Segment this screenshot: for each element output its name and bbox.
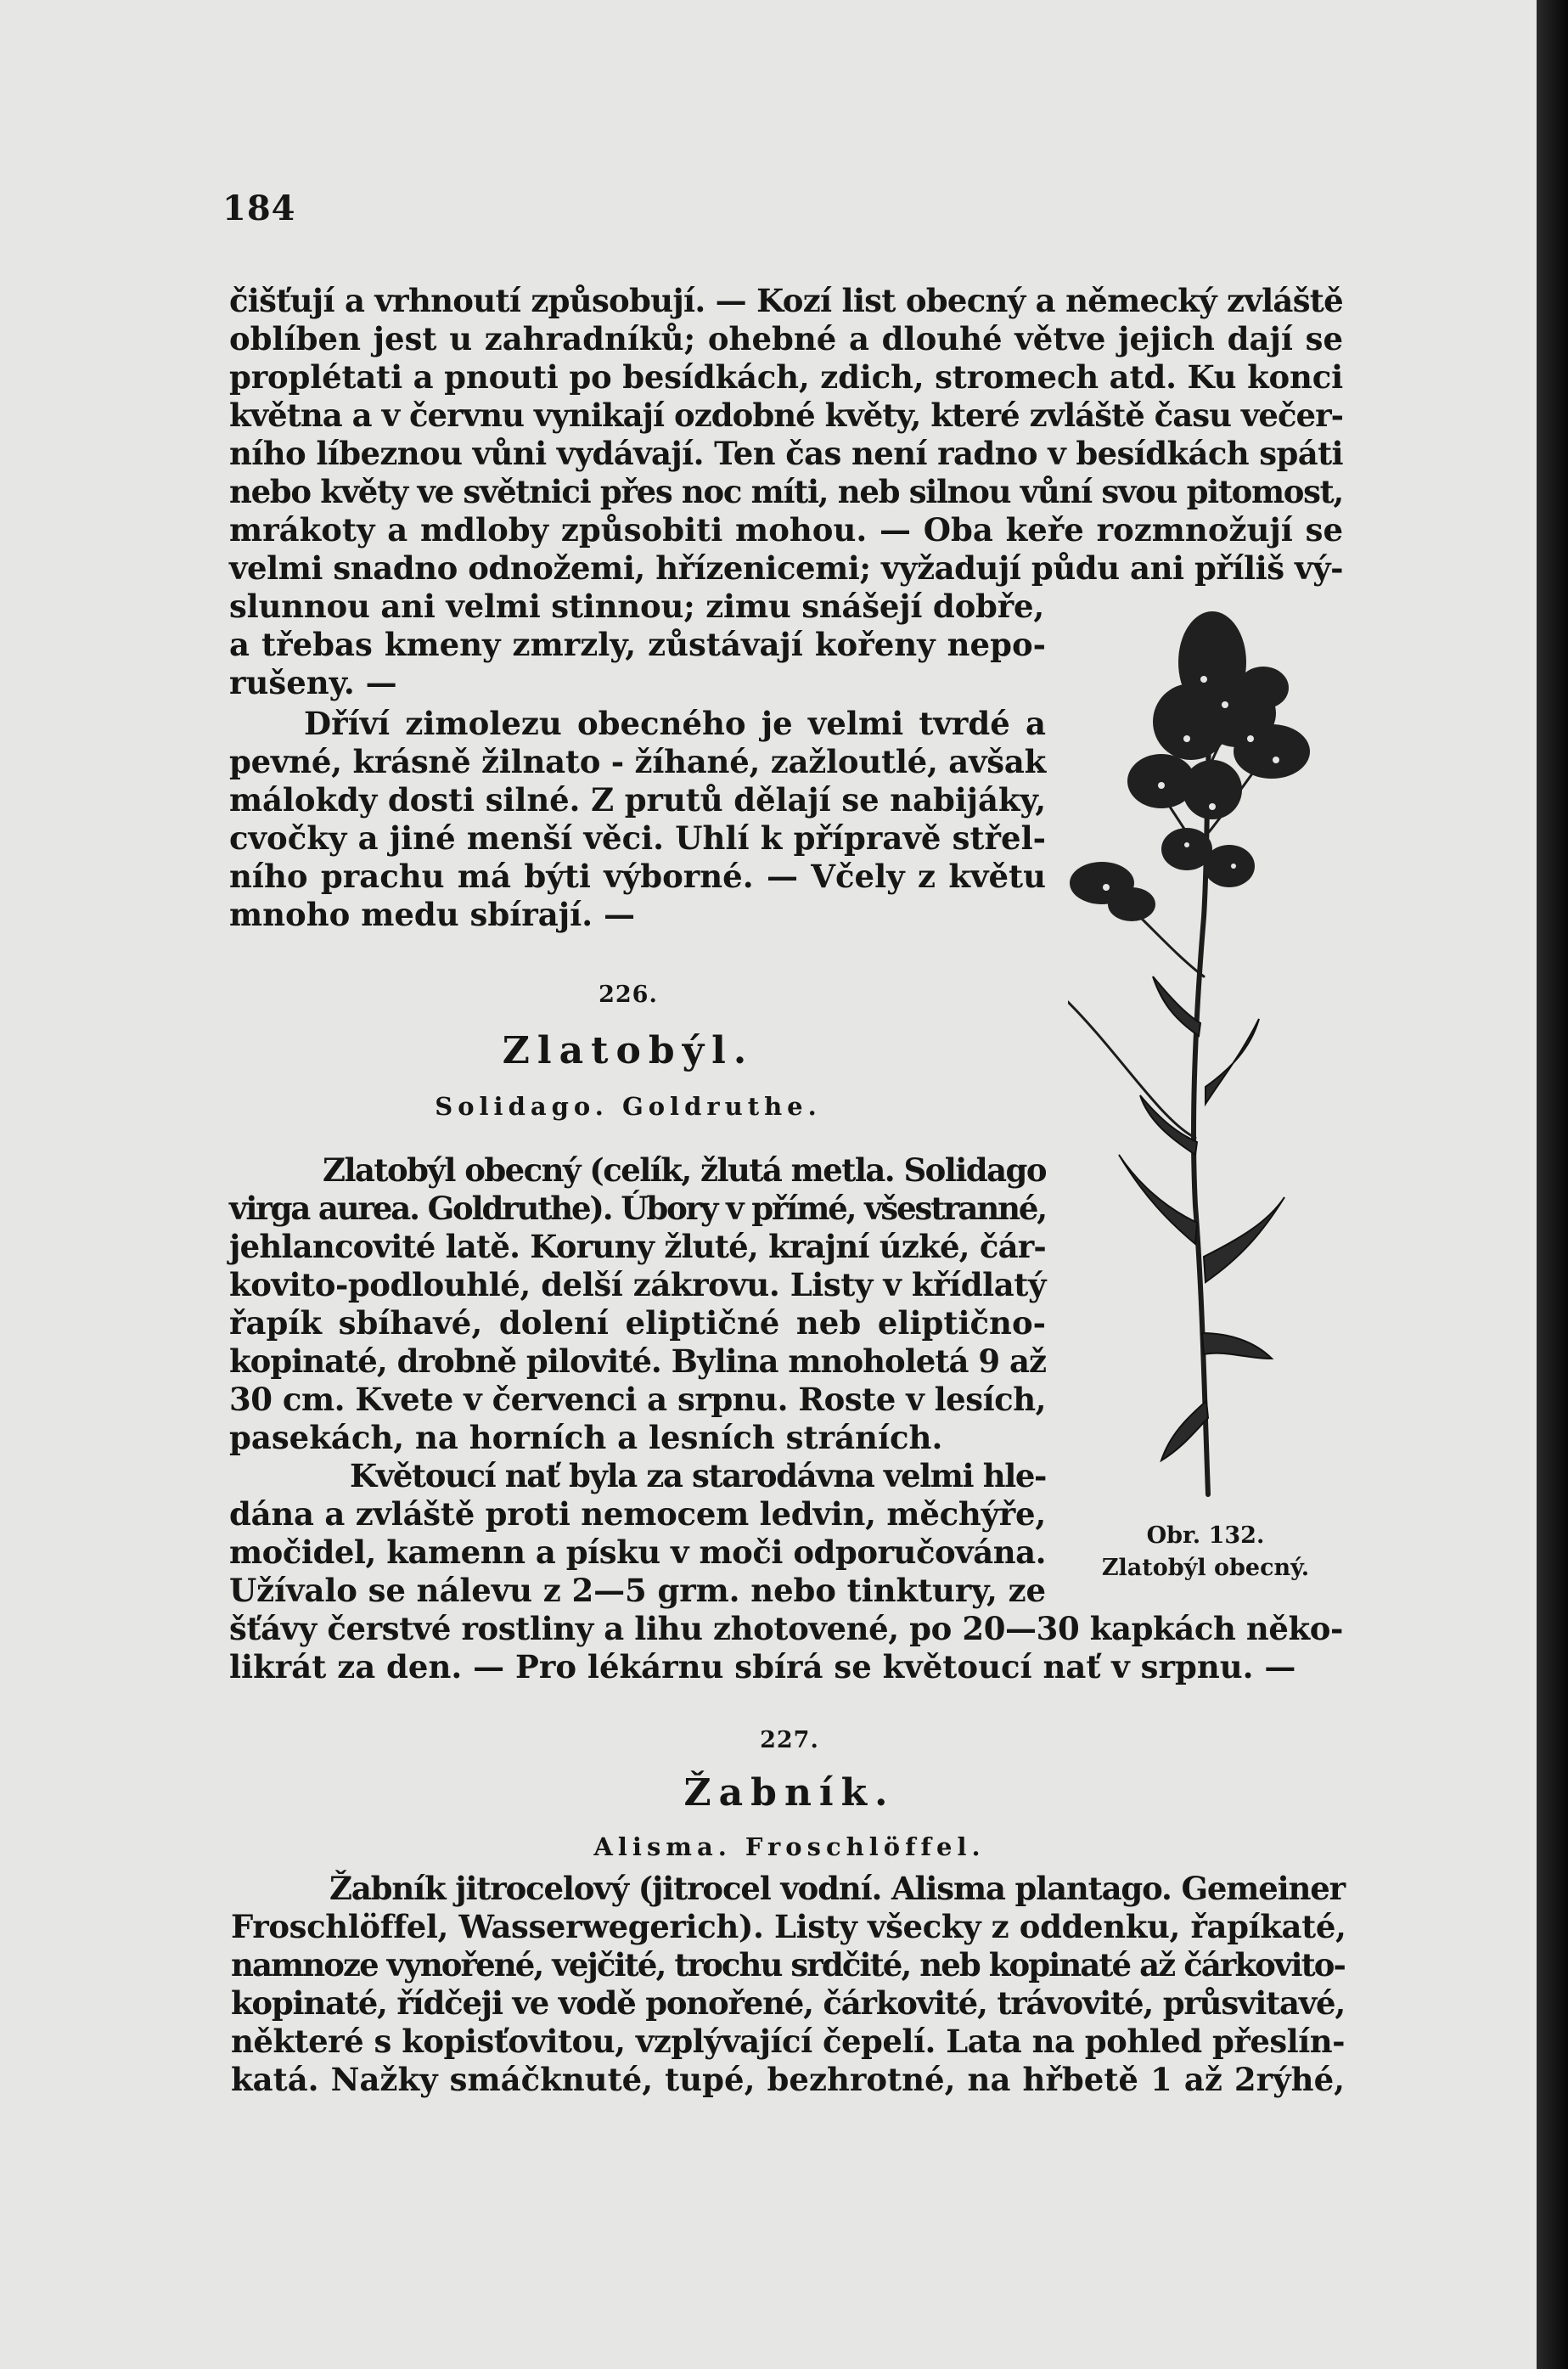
text-line: pasekách, na horních a lesních stráních. [229,1419,943,1456]
text-line: katá. Nažky smáčknuté, tupé, bezhrotné, na hřbetě 1 až 2rýhé, [231,2061,1345,2098]
page-edge-shadow [1537,0,1568,2369]
text-line: proplétati a pnouti po besídkách, zdich, stromech atd. Ku konci [229,358,1343,396]
text-line: ního prachu má býti výborné. — Včely z květu [229,858,1046,895]
section-number: 226. [599,982,658,1008]
text-line: pevné, krásně žilnato - žíhané, zažloutlé, avšak [229,743,1046,780]
text-line: oblíben jest u zahradníků; ohebné a dlouhé větve jejich dají se [229,320,1343,357]
text-line: rušeny. — [229,664,397,701]
text-line: jehlancovité latě. Koruny žluté, krajní úzké, čár- [229,1228,1046,1265]
figure-caption [1061,1520,1350,1584]
goldenrod-illustration [1068,611,1340,1499]
section-latin-name: Solidago. Goldruthe. [435,1092,822,1121]
section-latin-name: Alisma. Froschlöffel. [593,1832,986,1861]
text-line: Květoucí nať byla za starodávna velmi hle- [350,1457,1046,1494]
text-line: května a v červnu vynikají ozdobné květy, které zvláště času večer- [229,397,1343,434]
text-line: kopinaté, řídčeji ve vodě ponořené, čárkovité, trávovité, průsvitavé, [231,1984,1345,2022]
text-line: řapík sbíhavé, dolení eliptičné neb eliptično- [229,1304,1046,1342]
page-number: 184 [222,189,296,228]
text-line: mrákoty a mdloby způsobiti mohou. — Oba keře rozmnožují se [229,511,1343,549]
section-title: Žabník. [683,1771,896,1815]
text-line: a třebas kmeny zmrzly, zůstávají kořeny nepo- [229,626,1046,663]
text-line: namnoze vynořené, vejčité, trochu srdčité, neb kopinaté až čárkovito- [231,1946,1345,1984]
text-line: 30 cm. Kvete v červenci a srpnu. Roste v lesích, [229,1381,1046,1418]
text-line: některé s kopisťovitou, vzplývající čepelí. Lata na pohled přeslín- [231,2023,1345,2060]
text-line: čišťují a vrhnoutí způsobují. — Kozí list obecný a německý zvláště [229,282,1343,319]
text-line: velmi snadno odnožemi, hřízenicemi; vyžadují půdu ani příliš vý- [229,549,1343,587]
paragraph-goldenrod-description [229,1151,1046,1457]
text-line: cvočky a jiné menší věci. Uhlí k přípravě střel- [229,819,1046,857]
text-line: málokdy dosti silné. Z prutů dělají se nabijáky, [229,781,1046,819]
text-line: mnoho medu sbírají. — [229,896,635,933]
text-line: močidel, kamenn a písku v moči odporučována. [229,1533,1046,1571]
paragraph-honeysuckle-wood [229,705,1046,934]
section-title: Zlatobýl. [502,1029,755,1072]
text-line: Žabník jitrocelový (jitrocel vodní. Alisma plantago. Gemeiner [329,1870,1345,1907]
text-line: slunnou ani velmi stinnou; zimu snášejí dobře, [229,588,1044,625]
text-line: virga aurea. Goldruthe). Úbory v přímé, všestranné, [229,1190,1046,1227]
text-line: šťávy čerstvé rostliny a lihu zhotovené, po 20—30 kapkách něko- [229,1610,1343,1647]
text-line: Dříví zimolezu obecného je velmi tvrdé a [304,705,1046,742]
text-line: likrát za den. — Pro lékárnu sbírá se květoucí nať v srpnu. — [229,1648,1296,1685]
text-line: ního líbeznou vůni vydávají. Ten čas není radno v besídkách spáti [229,435,1343,472]
text-line: kovito-podlouhlé, delší zákrovu. Listy v křídlatý [229,1266,1046,1303]
section-number: 227. [760,1727,819,1753]
text-line: nebo květy ve světnici přes noc míti, neb silnou vůní svou pitomost, [229,473,1343,510]
figure-label: Obr. 132. [1146,1522,1265,1549]
text-line: kopinaté, drobně pilovité. Bylina mnoholetá 9 až [229,1342,1046,1380]
text-line: Zlatobýl obecný (celík, žlutá metla. Solidago [323,1151,1046,1189]
text-line: Užívalo se nálevu z 2—5 grm. nebo tinktury, ze [229,1572,1046,1609]
paragraph-water-plantain [231,1870,1345,2099]
text-line: Froschlöffel, Wasserwegerich). Listy všecky z oddenku, řapíkaté, [231,1908,1346,1945]
figure-name: Zlatobýl obecný. [1101,1555,1310,1581]
text-line: dána a zvláště proti nemocem ledvin, měchýře, [229,1495,1046,1533]
